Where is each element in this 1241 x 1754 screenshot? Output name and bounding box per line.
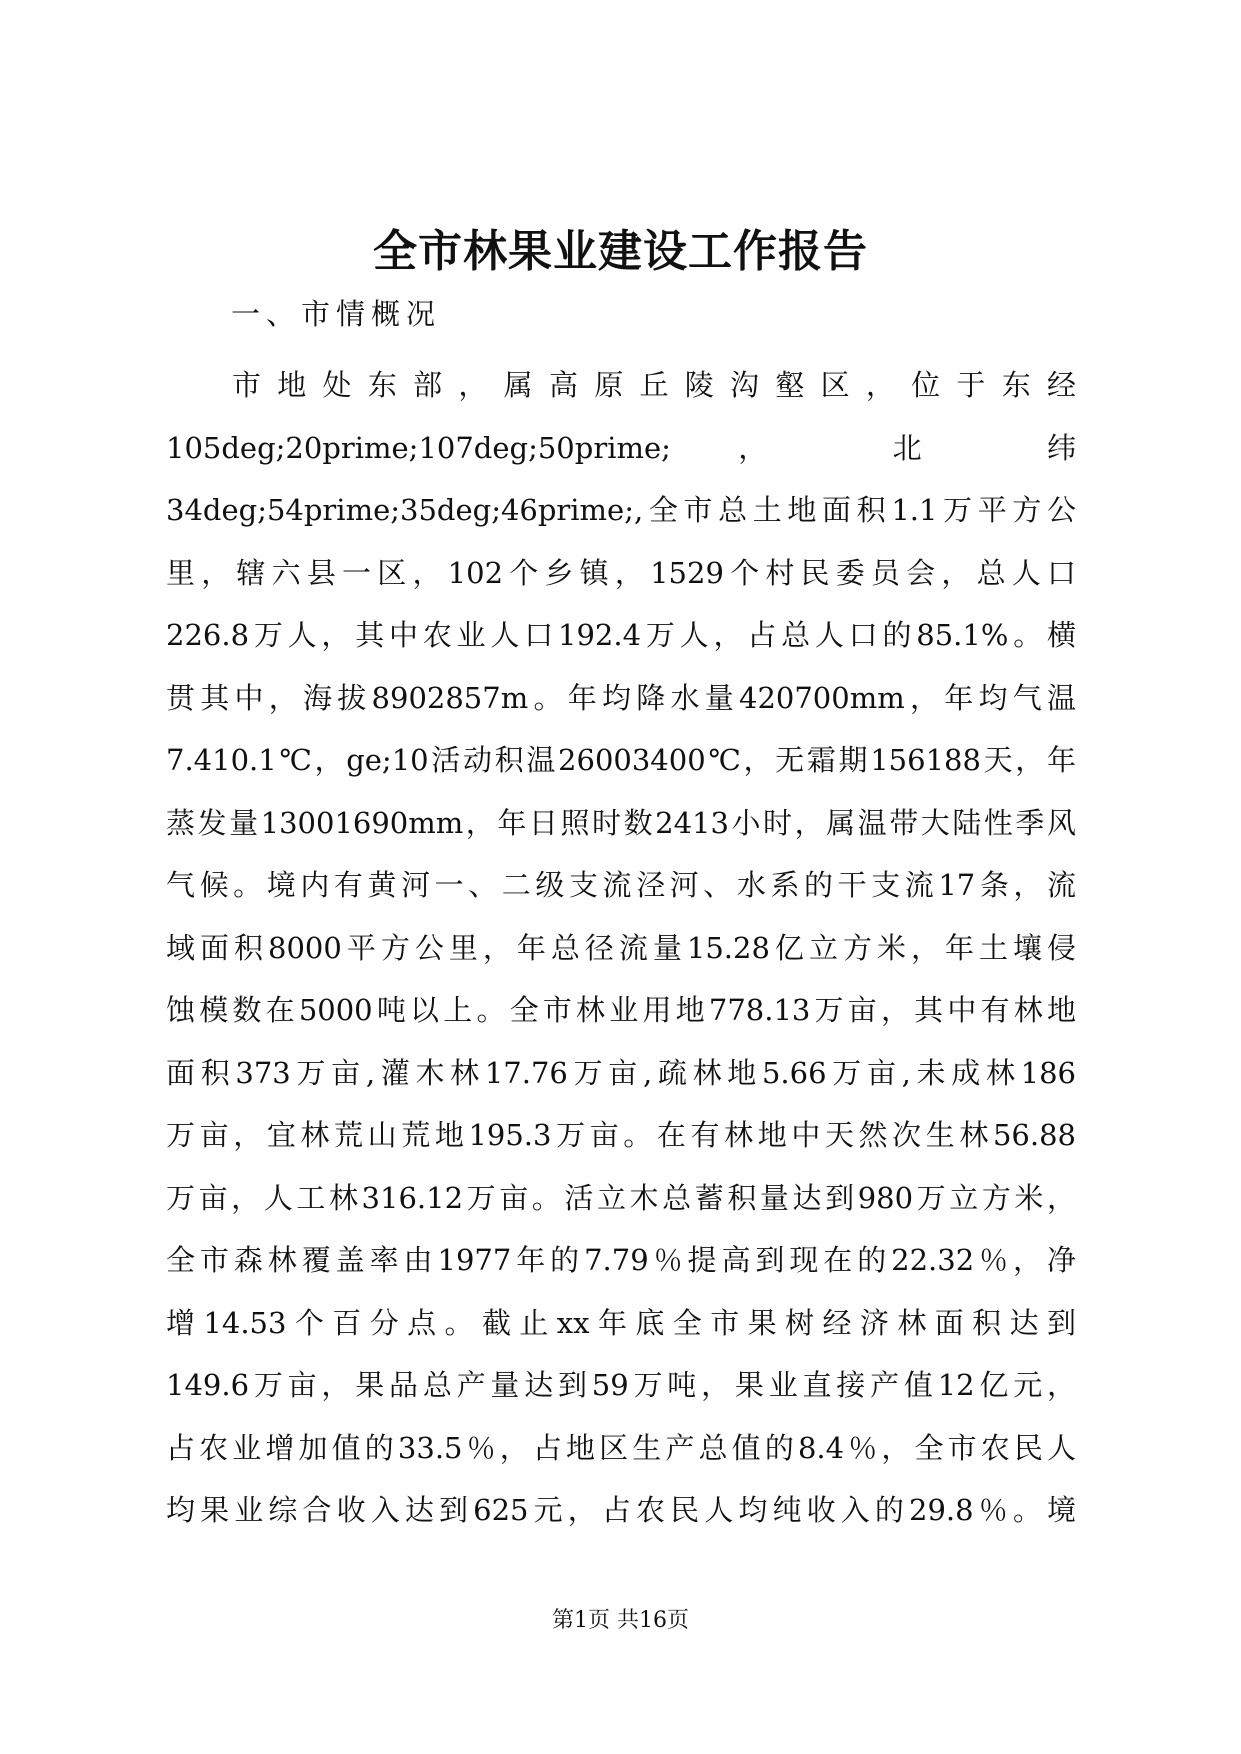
text-line: 气候。境内有黄河一、二级支流泾河、水系的干支流17条，流 [166, 868, 1076, 902]
document-title: 全市林果业建设工作报告 [373, 226, 868, 277]
text-line: 占农业增加值的33.5％，占地区生产总值的8.4％，全市农民人 [166, 1430, 1076, 1465]
text-line: 万亩，宜林荒山荒地195.3万亩。在有林地中天然次生林56.88 [166, 1118, 1076, 1152]
text-line: 里，辖六县一区，102个乡镇，1529个村民委员会，总人口 [166, 555, 1076, 590]
text-line: 面积373万亩,灌木林17.76万亩,疏林地5.66万亩,未成林186 [166, 1055, 1076, 1090]
text-line: 增14.53个百分点。截止xx年底全市果树经济林面积达到 [166, 1305, 1076, 1340]
text-line: 7.410.1℃，ge;10活动积温26003400℃，无霜期156188天，年 [166, 743, 1076, 777]
section-heading: 一、市情概况 [231, 297, 442, 331]
body-paragraph [166, 354, 1076, 1542]
page-footer: 第1页 共16页 [552, 1608, 689, 1633]
text-line: 149.6万亩，果品总产量达到59万吨，果业直接产值12亿元， [166, 1368, 1076, 1402]
text-line: 均果业综合收入达到625元，占农民人均纯收入的29.8％。境 [166, 1493, 1076, 1527]
text-line: 市地处东部，属高原丘陵沟壑区，位于东经 [232, 368, 1076, 402]
text-line: 226.8万人，其中农业人口192.4万人，占总人口的85.1%。横 [166, 618, 1076, 652]
text-line: 域面积8000平方公里，年总径流量15.28亿立方米，年土壤侵 [166, 930, 1076, 965]
text-line: 蒸发量13001690mm，年日照时数2413小时，属温带大陆性季风 [166, 805, 1076, 840]
text-line: 蚀模数在5000吨以上。全市林业用地778.13万亩，其中有林地 [166, 993, 1076, 1027]
text-line: 万亩，人工林316.12万亩。活立木总蓄积量达到980万立方米， [166, 1180, 1076, 1215]
text-line: 34deg;54prime;35deg;46prime;,全市总土地面积1.1万平方公 [166, 493, 1076, 527]
text-line: 全市森林覆盖率由1977年的7.79％提高到现在的22.32％，净 [166, 1243, 1076, 1277]
text-line: 105deg;20prime;107deg;50prime; ， 北 纬 [166, 430, 1076, 465]
text-line: 贯其中，海拔8902857m。年均降水量420700mm，年均气温 [166, 680, 1076, 715]
